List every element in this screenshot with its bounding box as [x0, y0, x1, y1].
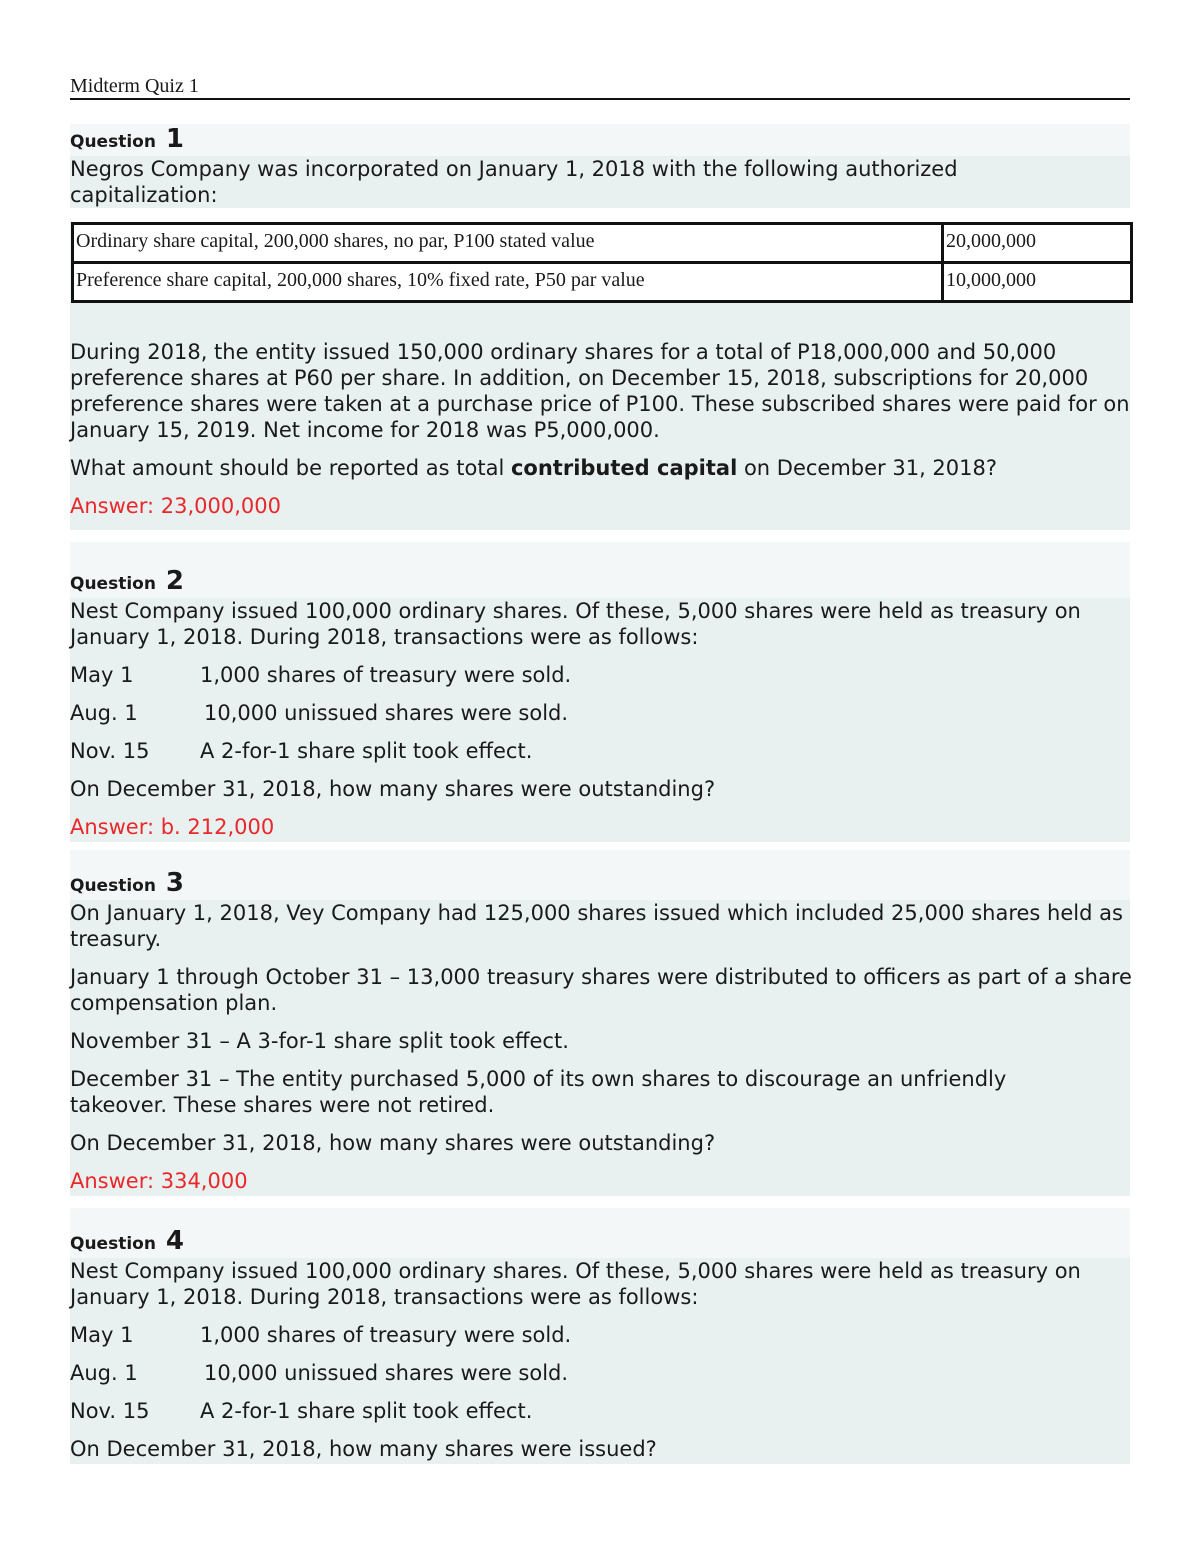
question-text: On December 31, 2018, how many shares were issued? [70, 1437, 657, 1461]
question-text: On December 31, 2018, how many shares were outstanding? [70, 777, 716, 801]
answer-text: Answer: 334,000 [70, 1169, 248, 1193]
transaction-date: Nov. 15 [70, 739, 150, 763]
transaction-row [70, 662, 1130, 700]
question-intro: On January 1, 2018, Vey Company had 125,000 shares issued which included 25,000 shares held as treasury. [70, 901, 1130, 951]
answer-text: Answer: b. 212,000 [70, 815, 275, 839]
transaction-row [70, 700, 1130, 738]
question-number: 1 [165, 124, 184, 154]
question-intro: Nest Company issued 100,000 ordinary shares. Of these, 5,000 shares were held as treasury on January 1, 2018. During 2018, transactions were as follows: [70, 1259, 1088, 1309]
transaction-date: Aug. 1 [70, 1361, 138, 1385]
question-header [70, 124, 1130, 156]
question-number: 4 [165, 1226, 184, 1256]
answer-text: Answer: 23,000,000 [70, 494, 281, 518]
question-1 [70, 124, 1137, 530]
transaction-text: 10,000 unissued shares were sold. [204, 1361, 569, 1385]
question-label: Question [70, 876, 156, 896]
question-4 [70, 1208, 1130, 1464]
question-intro: Nest Company issued 100,000 ordinary shares. Of these, 5,000 shares were held as treasury on January 1, 2018. During 2018, transactions were as follows: [70, 599, 1088, 649]
table-cell-amount: 20,000,000 [943, 224, 1132, 263]
question-intro: Negros Company was incorporated on January 1, 2018 with the following authorized capitalization: [70, 157, 965, 207]
transaction-text: 1,000 shares of treasury were sold. [200, 1323, 572, 1347]
question-text: On December 31, 2018, how many shares were outstanding? [70, 1131, 716, 1155]
transaction-date: May 1 [70, 1323, 134, 1347]
question-label: Question [70, 574, 156, 594]
question-3 [70, 850, 1139, 1196]
table-cell-amount: 10,000,000 [943, 263, 1132, 302]
question-header [70, 850, 1130, 900]
transaction-row [70, 1398, 1130, 1436]
question-number: 2 [165, 566, 184, 596]
transaction-text: A 2-for-1 share split took effect. [200, 739, 533, 763]
question-2 [70, 542, 1130, 842]
question-header [70, 542, 1130, 598]
question-label: Question [70, 1234, 156, 1254]
question-number: 3 [165, 868, 184, 898]
table-cell-label: Preference share capital, 200,000 shares, 10% fixed rate, P50 par value [73, 263, 943, 302]
question-body: During 2018, the entity issued 150,000 ordinary shares for a total of P18,000,000 and 50,000 preference shares at P60 per share. In addition, on December 15, 2018, subscriptions for 20,000 preference shares were taken at a purchase price of P100. These subscribed shares were paid for on January 15, 2019. Net income for 2018 was P5,000,000. [70, 340, 1137, 442]
question-header [70, 1208, 1130, 1258]
event-line: December 31 – The entity purchased 5,000 of its own shares to discourage an unfriendly takeover. These shares were not retired. [70, 1067, 1013, 1117]
transaction-row [70, 738, 1130, 776]
table-row [73, 263, 1132, 302]
table-cell-label: Ordinary share capital, 200,000 shares, no par, P100 stated value [73, 224, 943, 263]
transaction-row [70, 1322, 1130, 1360]
event-line: January 1 through October 31 – 13,000 treasury shares were distributed to officers as part of a share compensation plan. [70, 965, 1139, 1015]
transaction-date: Nov. 15 [70, 1399, 150, 1423]
emphasis-text: contributed capital [510, 456, 738, 480]
table-row [73, 224, 1132, 263]
transaction-text: 10,000 unissued shares were sold. [204, 701, 569, 725]
page-title: Midterm Quiz 1 [70, 72, 1130, 100]
event-line: November 31 – A 3-for-1 share split took effect. [70, 1029, 569, 1053]
transaction-text: 1,000 shares of treasury were sold. [200, 663, 572, 687]
transaction-text: A 2-for-1 share split took effect. [200, 1399, 533, 1423]
transaction-date: May 1 [70, 663, 134, 687]
question-label: Question [70, 132, 156, 152]
transaction-date: Aug. 1 [70, 701, 138, 725]
question-text: What amount should be reported as total contributed capital on December 31, 2018? [70, 456, 998, 480]
capitalization-table [71, 222, 1133, 303]
transaction-row [70, 1360, 1130, 1398]
